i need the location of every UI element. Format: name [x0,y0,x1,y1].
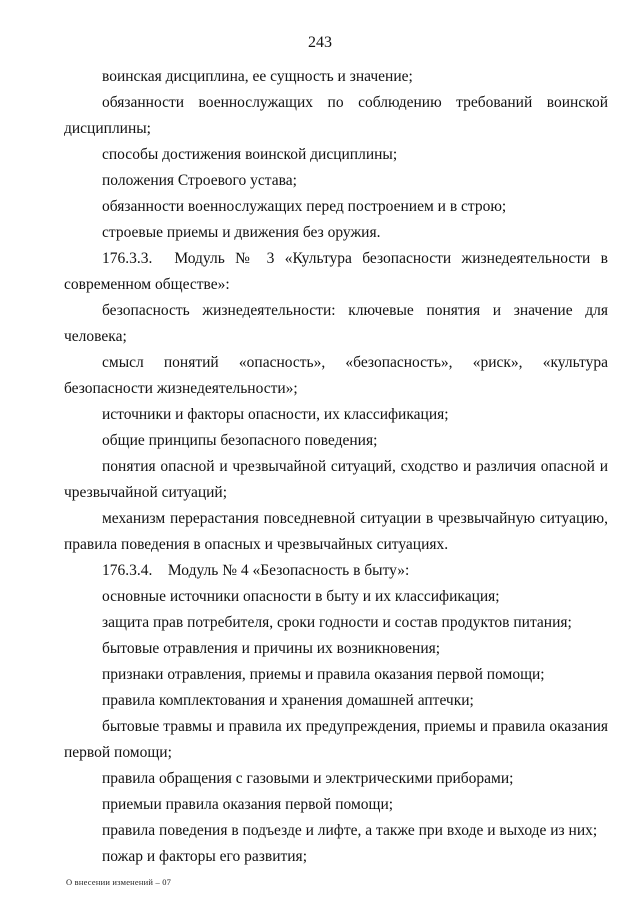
paragraph-text: обязанности военнослужащих перед построением и в строю; [102,198,507,215]
paragraph-text: понятия опасной и чрезвычайной ситуаций, сходство и различия опасной и чрезвычайной ситуаций; [64,458,608,501]
paragraph-text: общие принципы безопасного поведения; [102,432,378,449]
paragraph-text: смысл понятий «опасность», «безопасность», «риск», «культура безопасности жизнедеятельности»; [64,354,608,397]
paragraph [64,350,608,402]
paragraph [64,766,608,792]
paragraph-text: строевые приемы и движения без оружия. [102,224,381,241]
paragraph [64,584,608,610]
paragraph-text: обязанности военнослужащих по соблюдению требований воинской дисциплины; [64,94,608,137]
paragraph [64,142,608,168]
paragraph-text: бытовые отравления и причины их возникновения; [102,640,441,657]
section-title: Модуль № 3 «Культура безопасности жизнедеятельности в современном обществе»: [64,250,609,293]
paragraph-text: механизм перерастания повседневной ситуации в чрезвычайную ситуацию, правила поведения в опасных и чрезвычайных ситуациях. [64,510,608,553]
section-heading [64,246,608,298]
footer-note: О внесении изменений – 07 [66,877,172,887]
page-number: 243 [308,34,332,51]
paragraph [64,220,608,246]
paragraph [64,818,608,844]
paragraph [64,194,608,220]
paragraph-text: признаки отравления, приемы и правила оказания первой помощи; [102,666,545,683]
paragraph [64,168,608,194]
paragraph [64,610,608,636]
paragraph-text: воинская дисциплина, ее сущность и значение; [102,68,413,85]
paragraph-text: способы достижения воинской дисциплины; [102,146,398,163]
paragraph [64,402,608,428]
paragraph-text: правила поведения в подъезде и лифте, а также при входе и выходе из них; [102,822,598,839]
paragraph [64,844,608,870]
paragraph-text: безопасность жизнедеятельности: ключевые понятия и значение для человека; [64,302,608,345]
paragraph [64,662,608,688]
section-code: 176.3.3. [102,250,153,267]
paragraph [64,298,608,350]
paragraph [64,688,608,714]
paragraph-text: положения Строевого устава; [102,172,297,189]
paragraph-text: правила комплектования и хранения домашней аптечки; [102,692,474,709]
paragraph [64,454,608,506]
section-code: 176.3.4. [102,562,153,579]
paragraph-text: пожар и факторы его развития; [102,848,307,865]
document-body [64,64,608,870]
paragraph [64,714,608,766]
paragraph-text: источники и факторы опасности, их классификация; [102,406,449,423]
paragraph-text: приемыи правила оказания первой помощи; [102,796,394,813]
paragraph-text: основные источники опасности в быту и их классификация; [102,588,500,605]
paragraph-text: защита прав потребителя, сроки годности и состав продуктов питания; [102,614,572,631]
paragraph [64,636,608,662]
paragraph [64,792,608,818]
paragraph [64,506,608,558]
section-heading [64,558,608,584]
paragraph [64,90,608,142]
paragraph-text: правила обращения с газовыми и электрическими приборами; [102,770,514,787]
paragraph [64,64,608,90]
paragraph-text: бытовые травмы и правила их предупреждения, приемы и правила оказания первой помощи; [64,718,608,761]
paragraph [64,428,608,454]
section-title: Модуль № 4 «Безопасность в быту»: [167,562,410,579]
